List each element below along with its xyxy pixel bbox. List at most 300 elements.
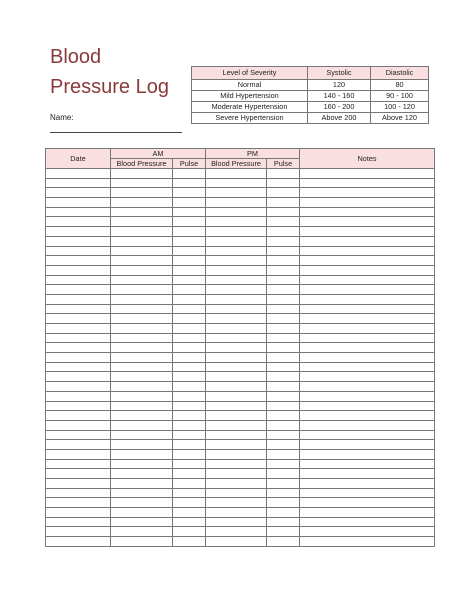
pm-pulse-cell[interactable] [267,207,300,217]
severity-header-level: Level of Severity [192,67,308,80]
date-cell[interactable] [46,227,111,237]
am-bp-cell[interactable] [111,256,173,266]
am-bp-cell[interactable] [111,285,173,295]
pm-bp-cell[interactable] [206,178,267,188]
notes-cell[interactable] [300,246,435,256]
pm-bp-cell[interactable] [206,449,267,459]
date-cell[interactable] [46,382,111,392]
pm-bp-cell[interactable] [206,469,267,479]
pm-bp-cell[interactable] [206,285,267,295]
am-bp-cell[interactable] [111,217,173,227]
pm-pulse-cell[interactable] [267,401,300,411]
notes-cell[interactable] [300,227,435,237]
am-pulse-cell[interactable] [173,372,206,382]
am-bp-cell[interactable] [111,498,173,508]
am-bp-cell[interactable] [111,294,173,304]
pm-pulse-cell[interactable] [267,362,300,372]
log-row [46,488,435,498]
log-row [46,227,435,237]
am-pulse-cell[interactable] [173,488,206,498]
am-pulse-cell[interactable] [173,440,206,450]
date-cell[interactable] [46,246,111,256]
date-cell[interactable] [46,498,111,508]
log-row [46,469,435,479]
log-row [46,420,435,430]
log-row [46,527,435,537]
date-cell[interactable] [46,508,111,518]
pm-pulse-cell[interactable] [267,498,300,508]
severity-diastolic: 80 [371,80,429,91]
date-cell[interactable] [46,198,111,208]
date-cell[interactable] [46,411,111,421]
log-row [46,430,435,440]
notes-cell[interactable] [300,314,435,324]
am-pulse-cell[interactable] [173,411,206,421]
pm-pulse-cell[interactable] [267,198,300,208]
log-row [46,169,435,179]
pm-bp-cell[interactable] [206,256,267,266]
am-bp-cell[interactable] [111,353,173,363]
severity-level: Normal [192,80,308,91]
log-row [46,178,435,188]
pm-bp-cell[interactable] [206,459,267,469]
am-pulse-cell[interactable] [173,324,206,334]
am-pulse-cell[interactable] [173,198,206,208]
am-pulse-cell[interactable] [173,362,206,372]
pm-bp-cell[interactable] [206,420,267,430]
pm-pulse-cell[interactable] [267,227,300,237]
date-cell[interactable] [46,372,111,382]
am-bp-cell[interactable] [111,324,173,334]
notes-cell[interactable] [300,479,435,489]
pm-pulse-cell[interactable] [267,391,300,401]
am-bp-cell[interactable] [111,343,173,353]
am-bp-cell[interactable] [111,479,173,489]
severity-table [191,66,429,124]
am-pulse-cell[interactable] [173,333,206,343]
log-body [46,169,435,547]
pm-bp-cell[interactable] [206,498,267,508]
log-header-am-pulse: Pulse [173,159,206,169]
log-row [46,537,435,547]
log-row [46,265,435,275]
date-cell[interactable] [46,440,111,450]
date-cell[interactable] [46,517,111,527]
notes-cell[interactable] [300,449,435,459]
date-cell[interactable] [46,449,111,459]
pm-bp-cell[interactable] [206,508,267,518]
pm-pulse-cell[interactable] [267,246,300,256]
date-cell[interactable] [46,469,111,479]
pm-bp-cell[interactable] [206,479,267,489]
am-pulse-cell[interactable] [173,217,206,227]
am-pulse-cell[interactable] [173,430,206,440]
notes-cell[interactable] [300,527,435,537]
log-row [46,498,435,508]
date-cell[interactable] [46,459,111,469]
pm-pulse-cell[interactable] [267,324,300,334]
notes-cell[interactable] [300,169,435,179]
pm-pulse-cell[interactable] [267,343,300,353]
am-bp-cell[interactable] [111,488,173,498]
am-pulse-cell[interactable] [173,527,206,537]
am-pulse-cell[interactable] [173,382,206,392]
pm-bp-cell[interactable] [206,527,267,537]
pm-bp-cell[interactable] [206,304,267,314]
date-cell[interactable] [46,353,111,363]
notes-cell[interactable] [300,508,435,518]
log-row [46,314,435,324]
pm-pulse-cell[interactable] [267,469,300,479]
pm-bp-cell[interactable] [206,324,267,334]
pm-bp-cell[interactable] [206,275,267,285]
am-pulse-cell[interactable] [173,227,206,237]
notes-cell[interactable] [300,498,435,508]
am-pulse-cell[interactable] [173,449,206,459]
notes-cell[interactable] [300,537,435,547]
date-cell[interactable] [46,304,111,314]
pm-pulse-cell[interactable] [267,459,300,469]
am-bp-cell[interactable] [111,411,173,421]
am-bp-cell[interactable] [111,372,173,382]
am-bp-cell[interactable] [111,362,173,372]
am-pulse-cell[interactable] [173,169,206,179]
date-cell[interactable] [46,217,111,227]
notes-cell[interactable] [300,236,435,246]
pm-pulse-cell[interactable] [267,449,300,459]
date-cell[interactable] [46,169,111,179]
severity-level: Moderate Hypertension [192,102,308,113]
severity-row [192,102,429,113]
am-bp-cell[interactable] [111,440,173,450]
severity-systolic: 120 [308,80,371,91]
log-row [46,372,435,382]
log-row [46,449,435,459]
pm-bp-cell[interactable] [206,353,267,363]
pm-bp-cell[interactable] [206,488,267,498]
date-cell[interactable] [46,420,111,430]
log-row [46,275,435,285]
notes-cell[interactable] [300,469,435,479]
am-pulse-cell[interactable] [173,304,206,314]
log-row [46,353,435,363]
pm-bp-cell[interactable] [206,517,267,527]
notes-cell[interactable] [300,353,435,363]
pm-pulse-cell[interactable] [267,353,300,363]
log-row [46,401,435,411]
notes-cell[interactable] [300,517,435,527]
date-cell[interactable] [46,294,111,304]
log-row [46,333,435,343]
log-row [46,236,435,246]
date-cell[interactable] [46,324,111,334]
am-pulse-cell[interactable] [173,479,206,489]
am-bp-cell[interactable] [111,275,173,285]
log-header-am: AM [111,149,206,159]
am-pulse-cell[interactable] [173,178,206,188]
am-pulse-cell[interactable] [173,207,206,217]
am-bp-cell[interactable] [111,207,173,217]
pm-pulse-cell[interactable] [267,275,300,285]
notes-cell[interactable] [300,304,435,314]
am-pulse-cell[interactable] [173,285,206,295]
notes-cell[interactable] [300,391,435,401]
notes-cell[interactable] [300,178,435,188]
am-pulse-cell[interactable] [173,353,206,363]
severity-level: Severe Hypertension [192,113,308,124]
log-row [46,411,435,421]
am-pulse-cell[interactable] [173,265,206,275]
log-row [46,207,435,217]
pm-pulse-cell[interactable] [267,294,300,304]
pm-pulse-cell[interactable] [267,333,300,343]
pm-pulse-cell[interactable] [267,256,300,266]
page-title [50,42,169,102]
log-header-am-bp: Blood Pressure [111,159,173,169]
date-cell[interactable] [46,275,111,285]
pm-pulse-cell[interactable] [267,537,300,547]
severity-level: Mild Hypertension [192,91,308,102]
notes-cell[interactable] [300,343,435,353]
notes-cell[interactable] [300,198,435,208]
log-row [46,217,435,227]
title-line-2: Pressure Log [50,76,169,98]
pm-bp-cell[interactable] [206,294,267,304]
am-pulse-cell[interactable] [173,459,206,469]
am-pulse-cell[interactable] [173,275,206,285]
am-bp-cell[interactable] [111,449,173,459]
date-cell[interactable] [46,479,111,489]
pm-pulse-cell[interactable] [267,188,300,198]
am-bp-cell[interactable] [111,227,173,237]
am-pulse-cell[interactable] [173,391,206,401]
pm-pulse-cell[interactable] [267,488,300,498]
pm-pulse-cell[interactable] [267,430,300,440]
am-bp-cell[interactable] [111,537,173,547]
am-bp-cell[interactable] [111,430,173,440]
date-cell[interactable] [46,256,111,266]
am-pulse-cell[interactable] [173,294,206,304]
am-pulse-cell[interactable] [173,188,206,198]
notes-cell[interactable] [300,217,435,227]
am-bp-cell[interactable] [111,401,173,411]
pm-bp-cell[interactable] [206,343,267,353]
am-bp-cell[interactable] [111,178,173,188]
pm-bp-cell[interactable] [206,430,267,440]
log-header-row-1 [46,149,435,159]
log-row [46,508,435,518]
notes-cell[interactable] [300,372,435,382]
am-bp-cell[interactable] [111,382,173,392]
pm-bp-cell[interactable] [206,188,267,198]
pm-bp-cell[interactable] [206,401,267,411]
notes-cell[interactable] [300,420,435,430]
severity-header-systolic: Systolic [308,67,371,80]
date-cell[interactable] [46,488,111,498]
notes-cell[interactable] [300,324,435,334]
am-bp-cell[interactable] [111,333,173,343]
notes-cell[interactable] [300,488,435,498]
am-pulse-cell[interactable] [173,256,206,266]
pm-pulse-cell[interactable] [267,169,300,179]
date-cell[interactable] [46,391,111,401]
pm-pulse-cell[interactable] [267,527,300,537]
notes-cell[interactable] [300,430,435,440]
notes-cell[interactable] [300,188,435,198]
log-row [46,362,435,372]
notes-cell[interactable] [300,382,435,392]
pm-pulse-cell[interactable] [267,411,300,421]
pm-bp-cell[interactable] [206,382,267,392]
am-bp-cell[interactable] [111,517,173,527]
pm-bp-cell[interactable] [206,217,267,227]
severity-systolic: 160 - 200 [308,102,371,113]
pm-pulse-cell[interactable] [267,440,300,450]
date-cell[interactable] [46,265,111,275]
pm-bp-cell[interactable] [206,265,267,275]
log-row [46,285,435,295]
pm-bp-cell[interactable] [206,440,267,450]
pm-pulse-cell[interactable] [267,517,300,527]
pm-bp-cell[interactable] [206,169,267,179]
pm-bp-cell[interactable] [206,227,267,237]
name-label: Name: [50,113,74,122]
log-row [46,517,435,527]
am-pulse-cell[interactable] [173,236,206,246]
am-pulse-cell[interactable] [173,517,206,527]
am-bp-cell[interactable] [111,508,173,518]
notes-cell[interactable] [300,265,435,275]
am-bp-cell[interactable] [111,188,173,198]
log-row [46,324,435,334]
pm-bp-cell[interactable] [206,411,267,421]
log-row [46,198,435,208]
log-header-pm-bp: Blood Pressure [206,159,267,169]
notes-cell[interactable] [300,285,435,295]
date-cell[interactable] [46,236,111,246]
pm-pulse-cell[interactable] [267,314,300,324]
log-row [46,294,435,304]
notes-cell[interactable] [300,294,435,304]
am-bp-cell[interactable] [111,236,173,246]
log-header-notes: Notes [300,149,435,169]
severity-header-diastolic: Diastolic [371,67,429,80]
am-bp-cell[interactable] [111,469,173,479]
am-bp-cell[interactable] [111,198,173,208]
date-cell[interactable] [46,314,111,324]
pm-bp-cell[interactable] [206,372,267,382]
severity-diastolic: 90 - 100 [371,91,429,102]
pm-pulse-cell[interactable] [267,382,300,392]
am-bp-cell[interactable] [111,265,173,275]
pm-pulse-cell[interactable] [267,420,300,430]
am-bp-cell[interactable] [111,420,173,430]
date-cell[interactable] [46,178,111,188]
pm-bp-cell[interactable] [206,537,267,547]
pm-bp-cell[interactable] [206,333,267,343]
notes-cell[interactable] [300,333,435,343]
date-cell[interactable] [46,285,111,295]
am-bp-cell[interactable] [111,527,173,537]
severity-diastolic: 100 - 120 [371,102,429,113]
log-row [46,256,435,266]
notes-cell[interactable] [300,207,435,217]
notes-cell[interactable] [300,411,435,421]
date-cell[interactable] [46,207,111,217]
am-pulse-cell[interactable] [173,469,206,479]
date-cell[interactable] [46,343,111,353]
notes-cell[interactable] [300,459,435,469]
date-cell[interactable] [46,362,111,372]
severity-row [192,91,429,102]
severity-systolic: 140 - 160 [308,91,371,102]
notes-cell[interactable] [300,401,435,411]
log-row [46,343,435,353]
pm-pulse-cell[interactable] [267,372,300,382]
pm-bp-cell[interactable] [206,207,267,217]
pm-bp-cell[interactable] [206,314,267,324]
pm-pulse-cell[interactable] [267,236,300,246]
am-pulse-cell[interactable] [173,314,206,324]
am-bp-cell[interactable] [111,459,173,469]
log-header-pm-pulse: Pulse [267,159,300,169]
pm-bp-cell[interactable] [206,246,267,256]
pm-bp-cell[interactable] [206,362,267,372]
am-pulse-cell[interactable] [173,498,206,508]
am-bp-cell[interactable] [111,314,173,324]
am-bp-cell[interactable] [111,169,173,179]
pm-bp-cell[interactable] [206,198,267,208]
pm-bp-cell[interactable] [206,236,267,246]
date-cell[interactable] [46,537,111,547]
notes-cell[interactable] [300,440,435,450]
name-line[interactable] [50,132,182,133]
am-bp-cell[interactable] [111,391,173,401]
log-row [46,304,435,314]
am-pulse-cell[interactable] [173,343,206,353]
pm-pulse-cell[interactable] [267,479,300,489]
date-cell[interactable] [46,527,111,537]
log-table [45,148,435,547]
pm-pulse-cell[interactable] [267,265,300,275]
am-bp-cell[interactable] [111,304,173,314]
pm-bp-cell[interactable] [206,391,267,401]
notes-cell[interactable] [300,256,435,266]
am-pulse-cell[interactable] [173,537,206,547]
am-bp-cell[interactable] [111,246,173,256]
notes-cell[interactable] [300,362,435,372]
am-pulse-cell[interactable] [173,508,206,518]
severity-systolic: Above 200 [308,113,371,124]
date-cell[interactable] [46,430,111,440]
am-pulse-cell[interactable] [173,420,206,430]
am-pulse-cell[interactable] [173,401,206,411]
pm-pulse-cell[interactable] [267,508,300,518]
pm-pulse-cell[interactable] [267,178,300,188]
am-pulse-cell[interactable] [173,246,206,256]
pm-pulse-cell[interactable] [267,217,300,227]
log-header-pm: PM [206,149,300,159]
date-cell[interactable] [46,333,111,343]
date-cell[interactable] [46,188,111,198]
pm-pulse-cell[interactable] [267,285,300,295]
log-row [46,246,435,256]
pm-pulse-cell[interactable] [267,304,300,314]
log-row [46,382,435,392]
log-row [46,479,435,489]
notes-cell[interactable] [300,275,435,285]
date-cell[interactable] [46,401,111,411]
